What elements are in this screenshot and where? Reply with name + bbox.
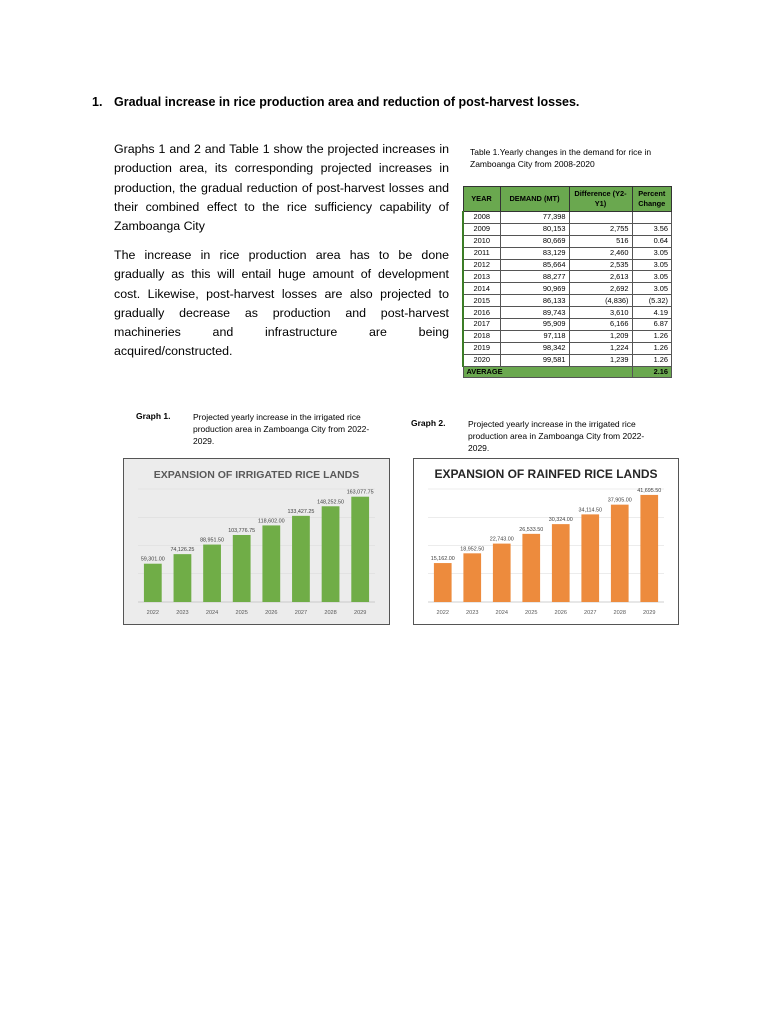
cell-demand: 89,743 [500, 307, 569, 319]
cell-year: 2020 [463, 354, 500, 366]
table-header-row [463, 187, 672, 212]
table-average-row [463, 366, 672, 378]
chart-background [414, 459, 678, 624]
cell-percent: 1.26 [632, 354, 672, 366]
bar [144, 564, 162, 602]
cell-difference [569, 212, 632, 224]
table-row [463, 342, 672, 354]
cell-year: 2019 [463, 342, 500, 354]
x-tick-label: 2026 [554, 610, 567, 616]
cell-year: 2017 [463, 319, 500, 331]
average-value: 2.16 [632, 366, 672, 378]
section-heading [92, 95, 579, 109]
table-row [463, 307, 672, 319]
cell-year: 2008 [463, 212, 500, 224]
data-label: 26,533.50 [519, 526, 544, 533]
table-caption: Table 1.Yearly changes in the demand for rice in Zamboanga City from 2008-2020 [470, 147, 652, 169]
x-tick-label: 2029 [353, 610, 367, 616]
cell-difference: 3,610 [569, 307, 632, 319]
data-label: 41,695.50 [637, 487, 662, 494]
cell-demand: 80,669 [500, 235, 569, 247]
header-difference: Difference (Y2-Y1) [569, 187, 632, 212]
header-percent-change: Percent Change [632, 187, 672, 212]
cell-year: 2010 [463, 235, 500, 247]
section-number: 1. [92, 95, 103, 109]
chart-title: EXPANSION OF RAINFED RICE LANDS [434, 467, 658, 481]
data-label: 34,114.50 [578, 507, 603, 514]
bar [233, 535, 251, 602]
cell-difference: 2,460 [569, 247, 632, 259]
cell-year: 2012 [463, 259, 500, 271]
x-tick-label: 2028 [324, 610, 337, 616]
bar [292, 516, 310, 602]
cell-difference: 6,166 [569, 319, 632, 331]
bar [203, 545, 221, 602]
cell-difference: 2,613 [569, 271, 632, 283]
bar [262, 525, 280, 602]
cell-percent: (5.32) [632, 295, 672, 307]
data-label: 88,951.50 [200, 537, 225, 544]
cell-percent: 3.56 [632, 223, 672, 235]
bar [640, 495, 658, 602]
table-row [463, 283, 672, 295]
x-tick-label: 2024 [495, 610, 508, 616]
cell-demand: 86,133 [500, 295, 569, 307]
x-tick-label: 2026 [265, 610, 278, 616]
bar [552, 524, 570, 602]
x-tick-label: 2027 [584, 610, 597, 616]
bar [611, 505, 629, 602]
table-row [463, 235, 672, 247]
paragraph-1: Graphs 1 and 2 and Table 1 show the projected increases in production area, its corresponding projected increases in production, the gradual reduction of post-harvest losses and their combined effect to the rice sufficiency capability of Zamboanga City [114, 142, 449, 234]
cell-difference: 2,535 [569, 259, 632, 271]
x-tick-label: 2022 [146, 610, 160, 616]
cell-demand: 97,118 [500, 330, 569, 342]
cell-difference: 1,239 [569, 354, 632, 366]
x-tick-label: 2024 [205, 610, 219, 616]
paragraph-2: The increase in rice production area has to be done gradually as this will entail huge amount of development cost. Likewise, post-harvest losses are also projected to gradually decrease as production and post-harvest machineries and infrastructure are being acquired/constructed. [114, 248, 449, 359]
chart-background [124, 459, 389, 624]
cell-difference: 1,224 [569, 342, 632, 354]
chart-rainfed-svg [414, 459, 678, 624]
table-row [463, 271, 672, 283]
x-tick-label: 2028 [613, 610, 626, 616]
chart-title: EXPANSION OF IRRIGATED RICE LANDS [153, 469, 360, 481]
cell-demand: 90,969 [500, 283, 569, 295]
cell-percent: 0.64 [632, 235, 672, 247]
bar [493, 544, 511, 602]
header-demand: DEMAND (MT) [500, 187, 569, 212]
data-label: 118,602.00 [258, 518, 285, 525]
cell-demand: 88,277 [500, 271, 569, 283]
data-label: 15,162.00 [430, 556, 455, 563]
cell-year: 2011 [463, 247, 500, 259]
cell-demand: 83,129 [500, 247, 569, 259]
cell-year: 2015 [463, 295, 500, 307]
data-label: 133,427.25 [287, 508, 315, 515]
x-tick-label: 2023 [176, 610, 189, 616]
data-label: 163,077.75 [346, 489, 374, 496]
x-tick-label: 2023 [466, 610, 479, 616]
cell-year: 2009 [463, 223, 500, 235]
bar [174, 554, 192, 602]
table-row [463, 247, 672, 259]
x-tick-label: 2029 [643, 610, 656, 616]
x-tick-label: 2025 [525, 610, 538, 616]
cell-percent: 3.05 [632, 259, 672, 271]
data-label: 74,126.25 [170, 547, 195, 554]
cell-percent: 3.05 [632, 271, 672, 283]
cell-percent: 4.19 [632, 307, 672, 319]
bar [351, 497, 369, 602]
cell-percent [632, 212, 672, 224]
cell-demand: 99,581 [500, 354, 569, 366]
x-tick-label: 2025 [235, 610, 248, 616]
chart-irrigated-svg [124, 459, 389, 624]
cell-difference: 2,755 [569, 223, 632, 235]
cell-difference: (4,836) [569, 295, 632, 307]
data-label: 22,743.00 [489, 536, 514, 543]
table-row [463, 259, 672, 271]
cell-year: 2013 [463, 271, 500, 283]
bar [522, 534, 540, 602]
table-row [463, 212, 672, 224]
demand-table [462, 186, 672, 378]
table-row [463, 295, 672, 307]
chart-rainfed [413, 458, 679, 625]
graph2-label: Graph 2. [411, 418, 446, 428]
cell-percent: 3.05 [632, 247, 672, 259]
table-row [463, 354, 672, 366]
data-label: 148,252.50 [317, 499, 345, 506]
average-label: AVERAGE [463, 366, 632, 378]
bar [463, 553, 481, 602]
graph1-label: Graph 1. [136, 411, 171, 421]
table-row [463, 330, 672, 342]
bar [581, 514, 599, 602]
cell-percent: 6.87 [632, 319, 672, 331]
cell-demand: 80,153 [500, 223, 569, 235]
cell-demand: 98,342 [500, 342, 569, 354]
cell-demand: 77,398 [500, 212, 569, 224]
data-label: 103,776.75 [228, 527, 256, 534]
header-year: YEAR [463, 187, 500, 212]
bar [434, 563, 452, 602]
data-label: 37,905.00 [607, 497, 632, 504]
data-label: 18,952.50 [460, 546, 485, 553]
table-row [463, 223, 672, 235]
section-title: Gradual increase in rice production area and reduction of post-harvest losses. [114, 95, 580, 109]
cell-difference: 516 [569, 235, 632, 247]
table-row [463, 319, 672, 331]
x-tick-label: 2027 [294, 610, 308, 616]
cell-percent: 1.26 [632, 330, 672, 342]
cell-year: 2018 [463, 330, 500, 342]
chart-irrigated [123, 458, 390, 625]
cell-demand: 85,664 [500, 259, 569, 271]
cell-difference: 2,692 [569, 283, 632, 295]
cell-difference: 1,209 [569, 330, 632, 342]
graph1-description: Projected yearly increase in the irrigated rice production area in Zamboanga City from 2022-2029. [193, 412, 370, 446]
graph2-description: Projected yearly increase in the irrigated rice production area in Zamboanga City from 2022-2029. [468, 419, 645, 453]
bar [322, 506, 340, 602]
cell-year: 2016 [463, 307, 500, 319]
cell-percent: 1.26 [632, 342, 672, 354]
data-label: 59,301.00 [140, 556, 165, 563]
data-label: 30,324.00 [548, 517, 573, 524]
x-tick-label: 2022 [436, 610, 449, 616]
cell-percent: 3.05 [632, 283, 672, 295]
cell-demand: 95,909 [500, 319, 569, 331]
cell-year: 2014 [463, 283, 500, 295]
